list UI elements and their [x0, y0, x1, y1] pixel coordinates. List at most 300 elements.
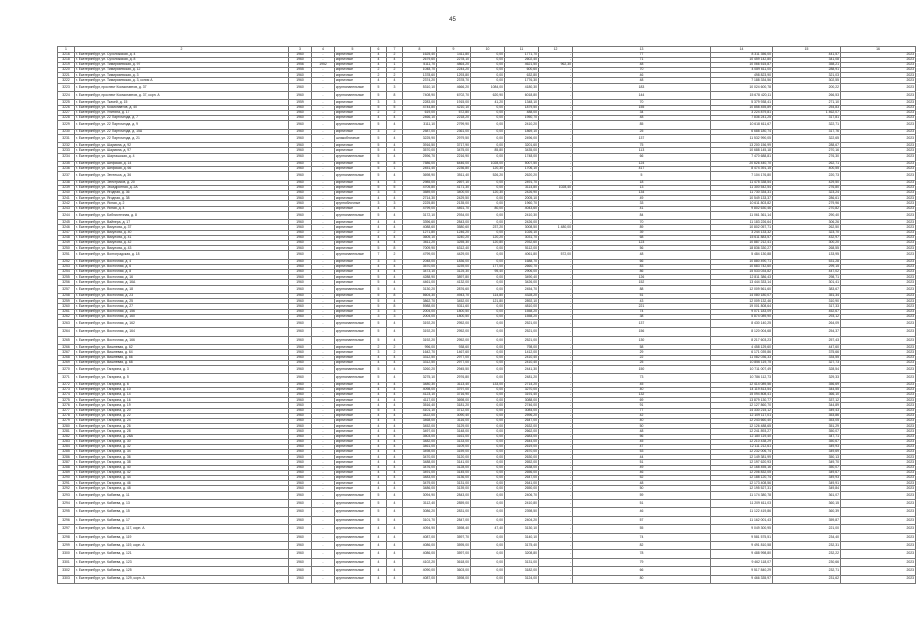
table-cell: кирпичные — [335, 206, 371, 211]
table-cell: 298,71 — [773, 275, 841, 280]
table-cell: 14 119 813,54 — [711, 387, 773, 392]
table-cell: г. Екатеринбург, ул. Вишневая, д. 62 — [75, 345, 289, 350]
table-cell: 3136,00 — [437, 476, 471, 481]
table-cell: 3 — [371, 314, 387, 319]
table-cell: - — [312, 516, 335, 524]
table-cell: 232,71 — [773, 567, 841, 575]
table-cell: 4 — [387, 450, 403, 455]
table-cell: 2283,00 — [403, 100, 437, 105]
table-cell: - — [312, 360, 335, 365]
table-cell: г. Екатеринбург, ул. 22 Партсъезда, д. 7 — [75, 115, 289, 120]
table-cell: 4 — [387, 78, 403, 83]
table-cell: 4 — [371, 439, 387, 444]
table-cell: 3113,40 — [437, 382, 471, 387]
table-cell: 9 491 810,58 — [711, 541, 773, 549]
table-cell: - — [312, 206, 335, 211]
table-cell: 56 — [573, 246, 711, 251]
table-cell: 2023 — [841, 418, 916, 423]
table-cell: 0,00 — [471, 533, 505, 541]
table-cell: 2466,10 — [403, 115, 437, 120]
table-cell: крупнопанельные — [335, 328, 371, 336]
table-cell: 4 — [371, 398, 387, 403]
table-cell: 3698,90 — [403, 172, 437, 180]
column-number-cell: 2 — [75, 47, 289, 53]
table-cell: 3275,10 — [403, 374, 437, 382]
table-cell: 120,30 — [471, 167, 505, 172]
table-cell: кирпичные — [335, 115, 371, 120]
table-cell: крупнопанельные — [335, 499, 371, 507]
table-cell: 0,00 — [471, 355, 505, 360]
table-cell: 4 — [387, 470, 403, 475]
table-cell: 42 — [573, 413, 711, 418]
table-cell: - — [539, 92, 573, 100]
table-cell: 310,90 — [773, 299, 841, 304]
table-cell: 11 300 542,54 — [711, 185, 773, 190]
table-cell: г. Екатеринбург, ул. Восточная, д. 25 — [75, 299, 289, 304]
table-cell: 3101,70 — [403, 516, 437, 524]
table-cell: кирпичные — [335, 78, 371, 83]
table-cell: 1960 — [289, 387, 312, 392]
table-cell: 75 — [573, 143, 711, 148]
column-number-cell: 6 — [371, 47, 387, 53]
table-cell: 3236 — [58, 167, 75, 172]
table-cell: 1960 — [289, 355, 312, 360]
table-cell: 9 802 630,46 — [711, 206, 773, 211]
table-cell: 0,00 — [471, 387, 505, 392]
table-cell: 5 — [371, 143, 387, 148]
table-cell: 4086,00 — [403, 550, 437, 558]
table-cell: 3252 — [58, 259, 75, 264]
table-cell: 11 209 611,03 — [711, 499, 773, 507]
table-cell: 4087,00 — [403, 533, 437, 541]
table-cell: 1960 — [289, 516, 312, 524]
table-cell: 2 — [387, 68, 403, 73]
table-cell: 4 — [387, 319, 403, 327]
table-cell: - — [312, 398, 335, 403]
table-cell: - — [312, 264, 335, 269]
table-cell: 1960 — [289, 83, 312, 91]
table-cell: 3490,40 — [505, 275, 539, 280]
table-cell: 4 — [371, 550, 387, 558]
table-cell: 48 — [573, 115, 711, 120]
table-cell: 4061,80 — [505, 251, 539, 259]
table-cell: 300,20 — [773, 240, 841, 245]
table-cell: 2023 — [841, 251, 916, 259]
table-cell: 1960 — [289, 444, 312, 449]
table-cell: - — [539, 491, 573, 499]
table-cell: крупнопанельные — [335, 567, 371, 575]
table-row — [58, 211, 916, 219]
table-cell: 2985,00 — [403, 180, 437, 185]
table-row — [58, 336, 916, 344]
table-cell: - — [312, 304, 335, 309]
table-cell: 88 — [573, 285, 711, 293]
table-cell: 3228 — [58, 115, 75, 120]
table-cell: 350,07 — [773, 429, 841, 434]
table-cell: 5 — [371, 516, 387, 524]
table-cell: 1776,30 — [505, 78, 539, 83]
table-cell: 2023 — [841, 365, 916, 373]
table-cell: 1960 — [289, 413, 312, 418]
table-cell: - — [312, 541, 335, 549]
table-cell: 3862,70 — [403, 299, 437, 304]
table-cell: 2023 — [841, 450, 916, 455]
table-cell: г. Екатеринбург, ул. Сухоложская, д. 8 — [75, 57, 289, 62]
table-cell: 0,00 — [471, 465, 505, 470]
table-cell: 2023 — [841, 355, 916, 360]
table-cell: кирпичные — [335, 450, 371, 455]
table-cell: 3261 — [58, 309, 75, 314]
table-cell: 3192,20 — [403, 319, 437, 327]
table-cell: 4 — [387, 121, 403, 129]
column-number-cell: 15 — [773, 47, 841, 53]
table-cell: 3435,00 — [505, 148, 539, 153]
table-cell: г. Екатеринбург, ул. Вишневая, д. 66 — [75, 355, 289, 360]
table-cell: - — [539, 121, 573, 129]
table-cell: 120,30 — [471, 191, 505, 196]
table-cell: 632,80 — [505, 73, 539, 78]
table-cell: 0,00 — [471, 550, 505, 558]
table-cell: 10 786 112,73 — [711, 374, 773, 382]
table-cell: 51 — [573, 499, 711, 507]
table-cell: 4 — [371, 450, 387, 455]
table-cell: 48 — [573, 429, 711, 434]
table-cell: 4 — [387, 413, 403, 418]
table-cell: 3260,20 — [403, 365, 437, 373]
table-cell: 2650,00 — [505, 486, 539, 491]
table-cell: 4 458 129,60 — [711, 345, 773, 350]
table-cell: - — [539, 408, 573, 413]
table-cell: 12 180 119,40 — [711, 434, 773, 439]
table-cell: 3301 — [58, 558, 75, 566]
table-cell: 1960 — [289, 275, 312, 280]
column-number-cell: 3 — [289, 47, 312, 53]
table-cell: 3 — [387, 180, 403, 185]
table-cell: крупнопанельные — [335, 251, 371, 259]
table-cell: 12 109 117,01 — [711, 413, 773, 418]
table-cell: 49 — [573, 465, 711, 470]
table-cell: 2876,60 — [437, 285, 471, 293]
table-cell: 383,67 — [773, 285, 841, 293]
table-cell: 1960 — [289, 345, 312, 350]
table-cell: 1960 — [289, 465, 312, 470]
table-cell: крупнопанельные — [335, 516, 371, 524]
table-cell: 69 — [573, 398, 711, 403]
table-cell: 366,10 — [773, 393, 841, 398]
table-cell: 3611,20 — [403, 240, 437, 245]
table-cell: кирпичные — [335, 444, 371, 449]
table-cell: 4 — [371, 533, 387, 541]
table-cell: - — [539, 319, 573, 327]
table-cell: 293,12 — [773, 314, 841, 319]
table-cell: 3470,00 — [403, 455, 437, 460]
table-cell: 0,00 — [471, 350, 505, 355]
table-cell: 349,69 — [773, 450, 841, 455]
table-cell: 3218 — [58, 57, 75, 62]
table-cell: - — [539, 567, 573, 575]
table-cell: 2602,40 — [505, 57, 539, 62]
table-cell: 43 — [573, 299, 711, 304]
table-cell: - — [312, 92, 335, 100]
table-cell: 8 430 140,25 — [711, 319, 773, 327]
table-cell: г. Екатеринбург, ул. Волгоградская, д. 18 — [75, 251, 289, 259]
table-cell: - — [539, 240, 573, 245]
table-cell: 0,00 — [471, 285, 505, 293]
table-cell: 3242 — [58, 201, 75, 206]
table-cell: 3226 — [58, 105, 75, 110]
table-cell: кирпичные — [335, 294, 371, 299]
table-cell: 0,00 — [471, 246, 505, 251]
table-cell: - — [539, 444, 573, 449]
table-cell: 4 — [371, 434, 387, 439]
table-cell: 3222 — [58, 78, 75, 83]
table-cell: 0,00 — [471, 52, 505, 57]
table-cell: 2244,20 — [437, 68, 471, 73]
table-cell: г. Екатеринбург, ул. Кабиева, д. 17 — [75, 516, 289, 524]
table-cell: - — [539, 143, 573, 148]
table-cell: 3216 — [58, 52, 75, 57]
table-cell: 2630,00 — [505, 455, 539, 460]
table-cell: 237,20 — [471, 225, 505, 230]
table-cell: 71 — [573, 57, 711, 62]
table-cell: 3295 — [58, 508, 75, 516]
table-cell: 2023 — [841, 206, 916, 211]
table-cell: 2660,70 — [505, 264, 539, 269]
table-cell: 7 836 241,25 — [711, 115, 773, 120]
table-cell: 1960 — [289, 73, 312, 78]
table-cell: 4 — [371, 481, 387, 486]
table-cell: 0,00 — [471, 275, 505, 280]
table-cell: 1960 — [289, 129, 312, 134]
table-cell: 2023 — [841, 134, 916, 142]
table-cell: 113 — [573, 148, 711, 153]
table-cell: г. Екатеринбург, ул. Восточная, д. 164 — [75, 328, 289, 336]
table-cell: кирпичные — [335, 52, 371, 57]
table-cell: 0,00 — [471, 345, 505, 350]
table-cell: 2023 — [841, 319, 916, 327]
table-cell: г. Екатеринбург, ул. Шефская, д. 66 — [75, 167, 289, 172]
table-cell: 41,20 — [471, 100, 505, 105]
table-cell: 4 — [387, 115, 403, 120]
table-cell: 4 — [371, 115, 387, 120]
table-cell: г. Екатеринбург, ул. Улитина, д. 17 — [75, 110, 289, 115]
table-cell: - — [312, 52, 335, 57]
table-cell: 1950,70 — [505, 115, 539, 120]
table-cell: 10 856 119,75 — [711, 360, 773, 365]
table-cell: 1960 — [289, 299, 312, 304]
table-cell: 0,00 — [471, 201, 505, 206]
table-cell: 5 — [371, 491, 387, 499]
table-cell: - — [312, 57, 335, 62]
table-cell: кирпичные — [335, 418, 371, 423]
table-cell: - — [312, 285, 335, 293]
table-cell: г. Екатеринбург, ул. Восточная, д. 8 — [75, 270, 289, 275]
table-cell: 3267 — [58, 350, 75, 355]
table-cell: 3277 — [58, 408, 75, 413]
table-cell: 3240,20 — [437, 235, 471, 240]
table-cell: 2 — [371, 230, 387, 235]
table-cell: 4 — [371, 240, 387, 245]
table-cell: 155 — [573, 105, 711, 110]
table-cell: 3282 — [58, 434, 75, 439]
table-cell: 4 — [387, 508, 403, 516]
table-cell: г. Екатеринбург, ул. Викулова, д. 43 — [75, 246, 289, 251]
table-cell: 2404,20 — [505, 516, 539, 524]
table-cell: 2714,20 — [505, 382, 539, 387]
table-cell: 3426,00 — [505, 280, 539, 285]
table-cell: г. Екатеринбург, ул. Восточная, д. 16А — [75, 280, 289, 285]
table-cell: кирпичные — [335, 246, 371, 251]
table-cell: - — [539, 314, 573, 319]
table-cell: 5 — [371, 374, 387, 382]
table-cell: 3 — [387, 201, 403, 206]
table-cell: 1960 — [289, 270, 312, 275]
table-cell: 4 — [387, 360, 403, 365]
table-cell: - — [312, 105, 335, 110]
table-cell: 1960 — [289, 382, 312, 387]
table-cell: 301,41 — [773, 280, 841, 285]
table-cell: 3263 — [58, 319, 75, 327]
table-row — [58, 153, 916, 161]
table-cell: 10 858 455,89 — [711, 105, 773, 110]
table-cell: 0,00 — [471, 78, 505, 83]
table-cell: 3597,70 — [437, 533, 471, 541]
table-cell: 1960 — [289, 558, 312, 566]
table-cell: 3086,20 — [403, 508, 437, 516]
table-cell: - — [312, 68, 335, 73]
table-cell: 328,54 — [773, 365, 841, 373]
table-cell: - — [539, 78, 573, 83]
table-cell: кирпичные — [335, 439, 371, 444]
table-cell: 3111,10 — [403, 121, 437, 129]
table-cell: - — [312, 319, 335, 327]
table-cell: - — [312, 294, 335, 299]
table-cell: 3475,00 — [437, 148, 471, 153]
table-cell: 4 — [387, 211, 403, 219]
table-cell: 4 — [387, 285, 403, 293]
table-cell: - — [539, 105, 573, 110]
table-cell: 1960 — [289, 230, 312, 235]
table-cell: 133,00 — [471, 382, 505, 387]
table-cell: 488,00 — [505, 110, 539, 115]
table-cell: 323,24 — [773, 191, 841, 196]
table-cell: г. Екатеринбург, ул. Гагарина, д. 42 — [75, 470, 289, 475]
table-cell: 4043,60 — [505, 206, 539, 211]
table-cell: 3570,00 — [403, 264, 437, 269]
table-cell: г. Екатеринбург, ул. Тимирязевская, д. 3 — [75, 73, 289, 78]
table-cell: 4 — [387, 148, 403, 153]
table-cell: 10 066 515,87 — [711, 62, 773, 67]
table-cell: г. Екатеринбург, ул. Гагарина, д. 46 — [75, 481, 289, 486]
table-cell: кирпичные — [335, 429, 371, 434]
table-cell: 5311,60 — [437, 304, 471, 309]
table-cell: 3254 — [58, 270, 75, 275]
table-cell: 3281 — [58, 429, 75, 434]
table-cell: 347,71 — [773, 434, 841, 439]
table-cell: 4 — [387, 393, 403, 398]
table-cell: 1960 — [289, 429, 312, 434]
table-cell: г. Екатеринбург, ул. Шарташская, д. 4 — [75, 153, 289, 161]
table-cell: 3618,00 — [437, 558, 471, 566]
table-cell: 2644,00 — [505, 439, 539, 444]
table-cell: 4 — [387, 486, 403, 491]
table-cell: 3280 — [58, 424, 75, 429]
table-row — [58, 92, 916, 100]
table-cell: г. Екатеринбург, ул. Кабиева, д. 11 — [75, 491, 289, 499]
table-cell: 4 — [371, 418, 387, 423]
table-cell: 3589,00 — [403, 191, 437, 196]
table-cell: - — [312, 374, 335, 382]
table-cell: 47,40 — [471, 525, 505, 533]
table-cell: 2023 — [841, 424, 916, 429]
table-cell: 1960 — [289, 304, 312, 309]
table-cell: 82 — [573, 541, 711, 549]
table-cell: 18 — [573, 180, 711, 185]
table-cell: 3716,90 — [437, 393, 471, 398]
table-cell: 1960 — [289, 328, 312, 336]
table-cell: 1960 — [289, 476, 312, 481]
table-cell: г. Екатеринбург, ул. Гагарина, д. 40 — [75, 465, 289, 470]
table-cell: 3257 — [58, 285, 75, 293]
table-cell: 0,00 — [471, 516, 505, 524]
table-cell: - — [539, 360, 573, 365]
table-cell: 358,21 — [773, 62, 841, 67]
table-cell: крупнопанельные — [335, 172, 371, 180]
table-cell: 3598,00 — [437, 575, 471, 583]
table-cell: 322,65 — [773, 134, 841, 142]
page-number: 45 — [449, 17, 456, 23]
table-cell: 432,97 — [773, 235, 841, 240]
table-cell: 2023 — [841, 408, 916, 413]
table-cell: 2023 — [841, 439, 916, 444]
table-cell: - — [312, 355, 335, 360]
table-cell: 254,83 — [773, 105, 841, 110]
table-cell: 4 — [371, 476, 387, 481]
table-cell: 4 — [387, 134, 403, 142]
table-cell: 3220 — [58, 68, 75, 73]
table-cell: 1960 — [289, 52, 312, 57]
table-cell: - — [312, 211, 335, 219]
table-cell: г. Екатеринбург, ул. Ясная, д. 2 — [75, 201, 289, 206]
table-cell: - — [312, 455, 335, 460]
table-cell: - — [312, 365, 335, 373]
table-cell: 3251 — [58, 251, 75, 259]
table-cell: 1625,40 — [403, 52, 437, 57]
table-cell: 600,60 — [505, 68, 539, 73]
table-cell: 5 — [371, 275, 387, 280]
table-cell: 264,09 — [773, 319, 841, 327]
table-cell: г. Екатеринбург, ул. Кабиева, д. 123 — [75, 558, 289, 566]
table-cell: 2977,00 — [437, 355, 471, 360]
table-cell: 3258 — [58, 294, 75, 299]
table-cell: 3241 — [58, 196, 75, 201]
table-cell: 51 — [573, 294, 711, 299]
table-cell: 2934,00 — [437, 211, 471, 219]
table-cell: 3234 — [58, 153, 75, 161]
table-cell: 3294 — [58, 499, 75, 507]
table-cell: 1800,50 — [437, 309, 471, 314]
table-cell: 4 — [371, 465, 387, 470]
table-cell: 1960 — [289, 148, 312, 153]
table-cell: 4 — [387, 220, 403, 225]
table-cell: 1960 — [289, 309, 312, 314]
table-cell: крупнопанельные — [335, 525, 371, 533]
table-cell: 3300 — [58, 550, 75, 558]
table-cell: 341,08 — [773, 57, 841, 62]
table-cell: 299,15 — [773, 264, 841, 269]
table-cell: 3498,00 — [403, 450, 437, 455]
table-cell: 3266 — [58, 345, 75, 350]
